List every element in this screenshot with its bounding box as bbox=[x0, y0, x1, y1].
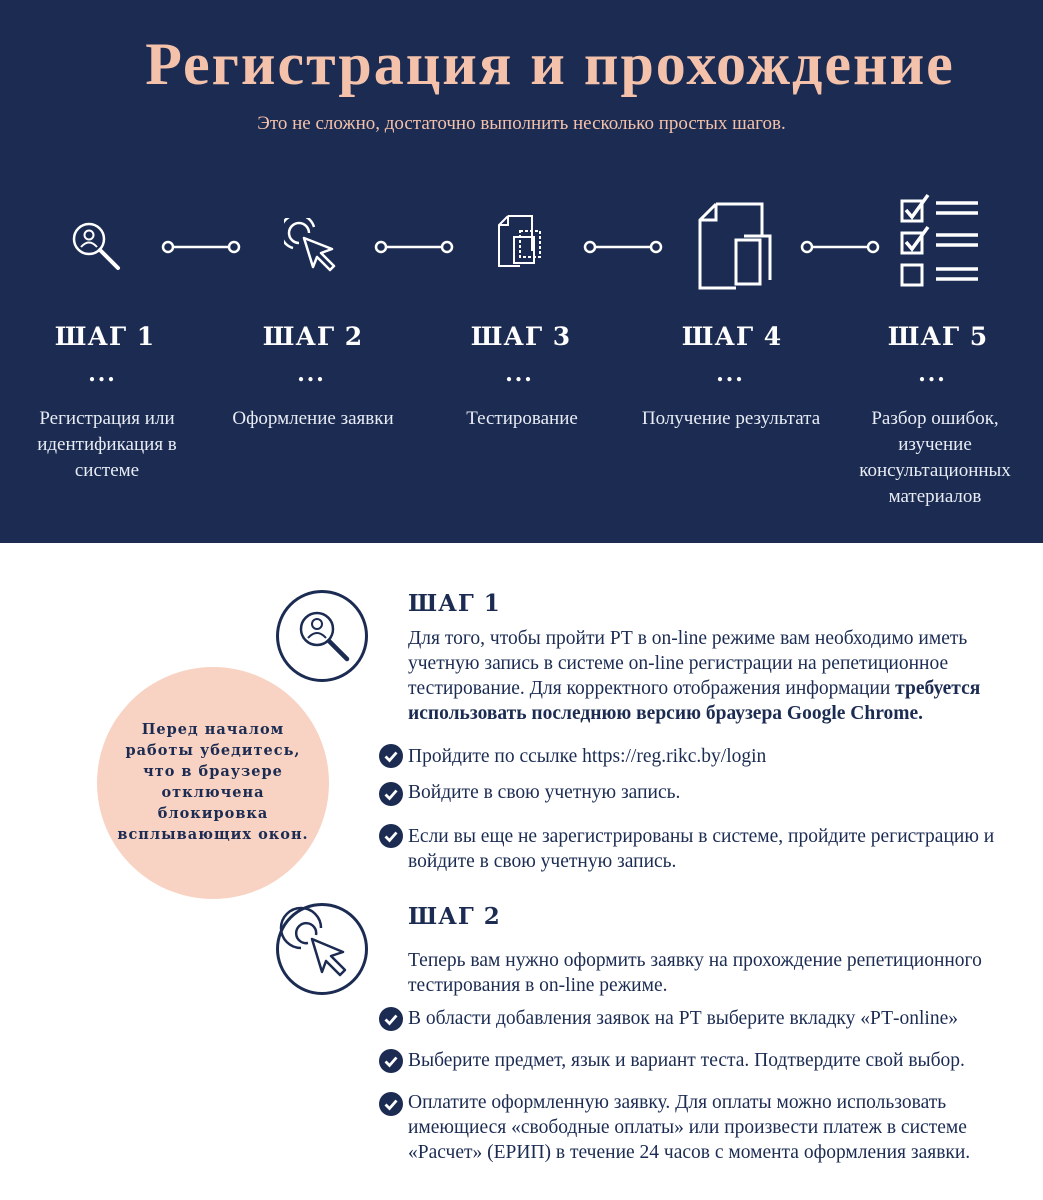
step-1-dots: ... bbox=[88, 358, 118, 387]
step-1-heading: ШАГ 1 bbox=[408, 590, 501, 617]
check-circle-icon bbox=[379, 782, 403, 806]
popup-blocker-note: Перед началом работы убедитесь, что в браузере отключена блокировка всплывающих окон. bbox=[117, 721, 309, 843]
step-connector bbox=[160, 238, 242, 256]
check-circle-icon bbox=[379, 1049, 403, 1073]
step-1-intro bbox=[408, 626, 1038, 726]
documents-icon bbox=[494, 213, 544, 271]
step-1-intro-bold: требуется использовать последнюю версию браузера Google Chrome. bbox=[408, 678, 981, 724]
step-1-title: ШАГ 1 bbox=[54, 322, 156, 351]
step-3-dots: ... bbox=[505, 358, 535, 387]
user-search-icon bbox=[276, 590, 368, 682]
checklist-icon bbox=[898, 193, 984, 291]
click-cursor-icon bbox=[276, 903, 368, 995]
step-connector bbox=[373, 238, 455, 256]
documents-icon bbox=[696, 200, 778, 292]
step-2-dots: ... bbox=[297, 358, 327, 387]
page-title: Регистрация и прохождение bbox=[145, 31, 955, 97]
step-2-intro: Теперь вам нужно оформить заявку на прохождение репетиционного тестирования в on-line режиме. bbox=[408, 950, 982, 996]
step-2-item-3: Оплатите оформленную заявку. Для оплаты можно использовать имеющиеся «свободные оплаты» или произвести платеж в системе «Расчет» (ЕРИП) в течение 24 часов с момента оформления заявки. bbox=[408, 1092, 971, 1163]
check-circle-icon bbox=[379, 824, 403, 848]
step-3-description: Тестирование bbox=[466, 408, 578, 429]
step-4-title: ШАГ 4 bbox=[681, 322, 783, 351]
step-4-dots: ... bbox=[716, 358, 746, 387]
step-1-item-3: Если вы еще не зарегистрированы в системе, пройдите регистрацию и войдите в свою учетную запись. bbox=[408, 826, 995, 872]
check-circle-icon bbox=[379, 1092, 403, 1116]
step-3-title: ШАГ 3 bbox=[470, 322, 572, 351]
step-4-description: Получение результата bbox=[641, 408, 821, 429]
click-cursor-icon bbox=[284, 218, 342, 276]
user-search-icon bbox=[68, 218, 124, 274]
step-connector bbox=[799, 238, 881, 256]
step-2-title: ШАГ 2 bbox=[262, 322, 364, 351]
step-1-intro-text: Для того, чтобы пройти РТ в on-line режиме вам необходимо иметь учетную запись в системе on-line регистрации на репетиционное тестирование. Для корректного отображения информации bbox=[408, 628, 968, 699]
step-5-title: ШАГ 5 bbox=[887, 322, 989, 351]
page-subtitle: Это не сложно, достаточно выполнить несколько простых шагов. bbox=[257, 113, 786, 134]
step-1-item-2: Войдите в свою учетную запись. bbox=[408, 782, 681, 803]
step-5-description: Разбор ошибок, изучение консультационных материалов bbox=[859, 408, 1011, 507]
check-circle-icon bbox=[379, 744, 403, 768]
step-2-description: Оформление заявки bbox=[232, 408, 394, 429]
hero-banner bbox=[0, 0, 1043, 543]
check-circle-icon bbox=[379, 1007, 403, 1031]
step-2-item-2: Выберите предмет, язык и вариант теста. Подтвердите свой выбор. bbox=[408, 1050, 965, 1071]
step-5-dots: ... bbox=[918, 358, 948, 387]
step-1-item-1: Пройдите по ссылке https://reg.rikc.by/login bbox=[408, 746, 767, 767]
step-connector bbox=[582, 238, 664, 256]
step-2-item-1: В области добавления заявок на РТ выберите вкладку «РТ-online» bbox=[408, 1008, 958, 1029]
step-1-description: Регистрация или идентификация в системе bbox=[37, 408, 177, 481]
step-2-heading: ШАГ 2 bbox=[408, 903, 501, 930]
